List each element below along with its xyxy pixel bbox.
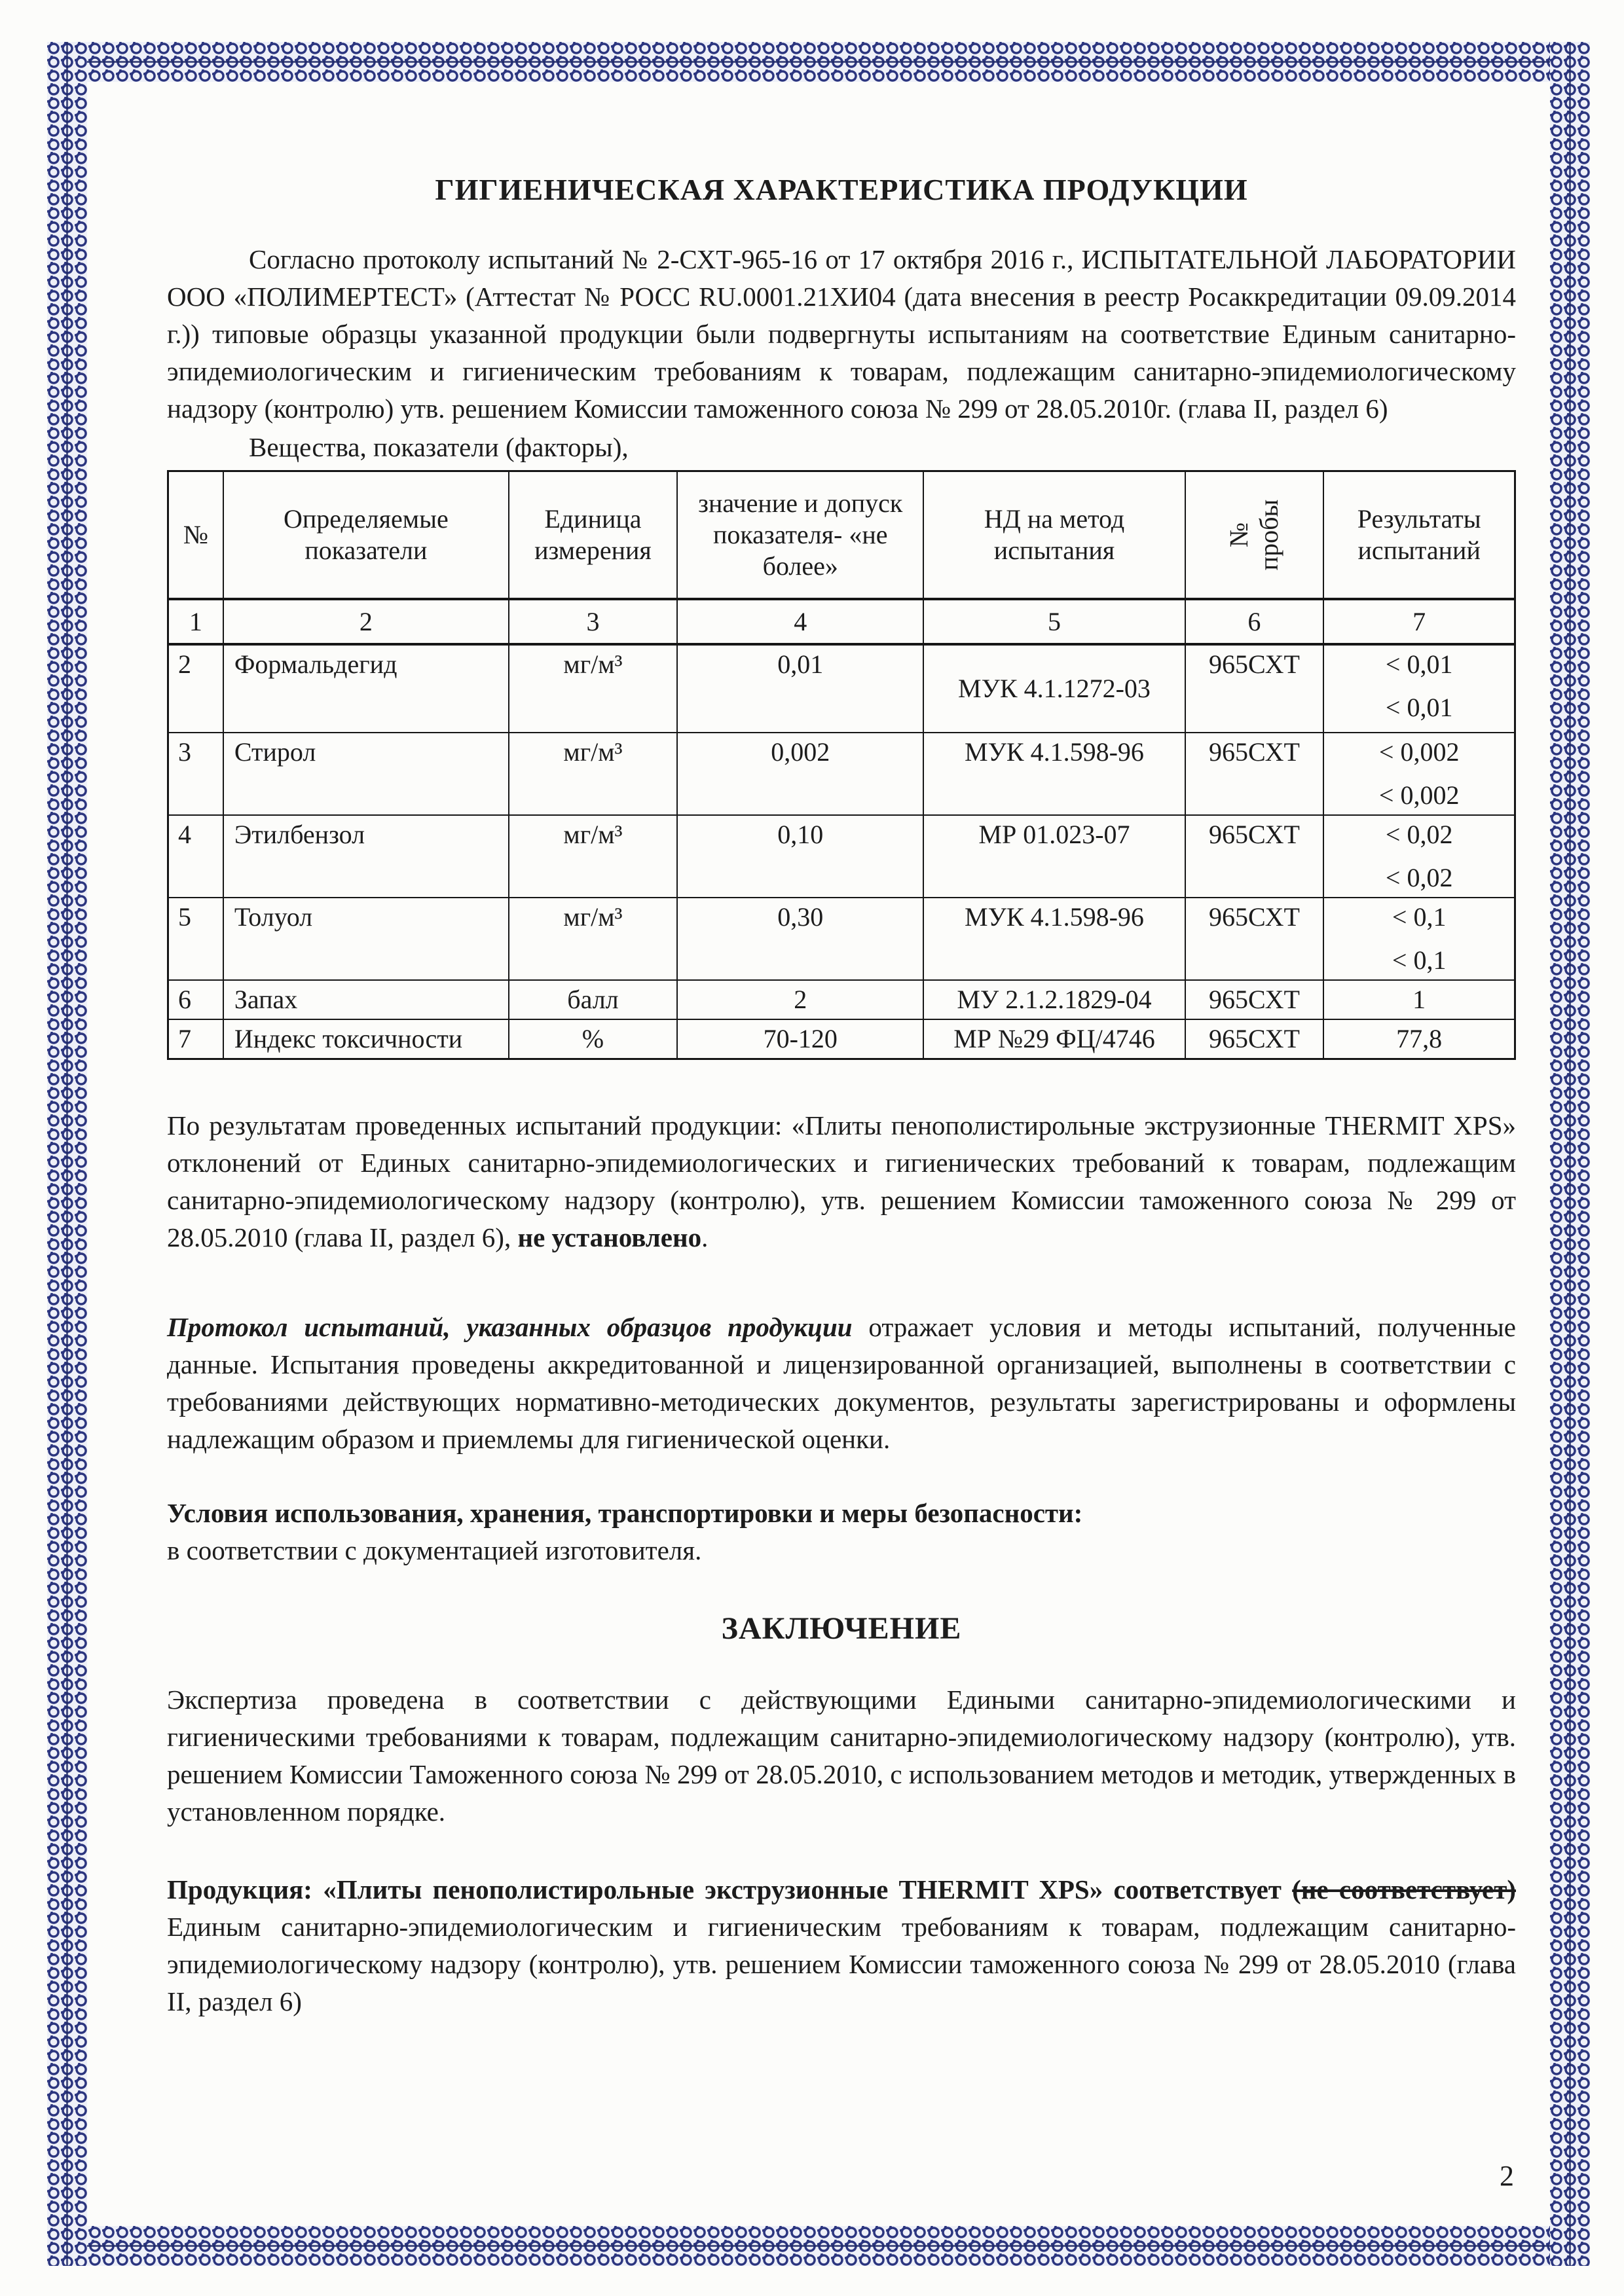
test-method: МУК 4.1.1272-03 — [923, 644, 1185, 733]
test-method: МУ 2.1.2.1829-04 — [923, 980, 1185, 1019]
col-number: 5 — [923, 599, 1185, 644]
substance-table-body — [168, 644, 1515, 1059]
product-rest-text: Единым санитарно-эпидемиологическим и гигиеническим требованиям к товарам, подлежащим санитарно-эпидемиологическому надзору (контролю), утв. решением Комиссии таможенного союза № 299 от 28.05.2010 (глава II, раздел 6) — [167, 1911, 1516, 2016]
product-bold-text: Продукция: «Плиты пенополистирольные экструзионные THERMIT XPS» соответствует — [167, 1874, 1293, 1904]
vertical-header-text: № пробы — [1224, 499, 1284, 571]
result-value — [1323, 1019, 1515, 1059]
substance-name: Стирол — [223, 733, 509, 815]
substance-name: Индекс токсичности — [223, 1019, 509, 1059]
substance-unit: мг/м³ — [509, 898, 677, 980]
substance-unit: балл — [509, 980, 677, 1019]
table-row — [168, 733, 1515, 815]
col-number: 6 — [1185, 599, 1324, 644]
col-header-num: № — [168, 471, 223, 599]
substance-limit: 0,01 — [677, 644, 923, 733]
substance-limit: 70-120 — [677, 1019, 923, 1059]
sample-number: 965СХТ — [1185, 815, 1324, 898]
col-number: 7 — [1323, 599, 1515, 644]
sample-number: 965СХТ — [1185, 1019, 1324, 1059]
table-row — [168, 898, 1515, 980]
col-header-method: НД на метод испытания — [923, 471, 1185, 599]
result-line: 1 — [1412, 984, 1426, 1014]
protocol-lead: Протокол испытаний, указанных образцов продукции — [167, 1311, 853, 1342]
column-numbers-row — [168, 599, 1515, 644]
col-header-unit: Единица измерения — [509, 471, 677, 599]
substance-unit: мг/м³ — [509, 733, 677, 815]
col-header-limit: значение и допуск показателя- «не более» — [677, 471, 923, 599]
col-header-indicators: Определяемые показатели — [223, 471, 509, 599]
product-conclusion-paragraph — [167, 1871, 1516, 2020]
substance-number: 4 — [168, 815, 223, 898]
test-method: МУК 4.1.598-96 — [923, 733, 1185, 815]
sample-number: 965СХТ — [1185, 898, 1324, 980]
guilloche-border-left — [47, 42, 87, 2266]
result-line: 77,8 — [1396, 1023, 1443, 1053]
result-value — [1323, 644, 1515, 733]
result-value — [1323, 980, 1515, 1019]
table-row — [168, 644, 1515, 733]
intro-paragraph: Согласно протоколу испытаний № 2-СХТ-965-16 от 17 октября 2016 г., ИСПЫТАТЕЛЬНОЙ ЛАБОРАТОРИИ ООО «ПОЛИМЕРТЕСТ» (Аттестат № РОСС RU.0001.21ХИ04 (дата внесения в реестр Росаккредитации 09.09.2014 г.)) типовые образцы указанной продукции были подвергнуты испытаниям на соответствие Единым санитарно-эпидемиологическим и гигиеническим требованиям к товарам, подлежащим санитарно-эпидемиологическому надзору (контролю) утв. решением Комиссии таможенного союза № 299 от 28.05.2010г. (глава II, раздел 6) — [167, 244, 1516, 424]
result-line: < 0,002 — [1378, 780, 1460, 810]
conclusion-heading: ЗАКЛЮЧЕНИЕ — [721, 1611, 962, 1646]
conditions-heading — [167, 1495, 1516, 1532]
sample-number: 965СХТ — [1185, 644, 1324, 733]
substance-number: 3 — [168, 733, 223, 815]
col-header-sample — [1185, 471, 1324, 599]
sample-number: 965СХТ — [1185, 980, 1324, 1019]
result-line: < 0,1 — [1392, 945, 1447, 975]
expertise-paragraph: Экспертиза проведена в соответствии с действующими Едиными санитарно-эпидемиологическими и гигиеническими требованиями к товарам, подлежащим санитарно-эпидемиологическому надзору (контролю), утв. решением Комиссии Таможенного союза № 299 от 28.05.2010, с использованием методов и методик, утвержденных в установленном порядке. — [167, 1684, 1516, 1827]
table-row — [168, 980, 1515, 1019]
substance-unit: % — [509, 1019, 677, 1059]
guilloche-border-bottom — [47, 2226, 1590, 2266]
substance-number: 6 — [168, 980, 223, 1019]
substance-name: Запах — [223, 980, 509, 1019]
result-value — [1323, 733, 1515, 815]
result-line: < 0,01 — [1385, 649, 1453, 679]
result-line: < 0,01 — [1385, 692, 1453, 722]
results-paragraph — [167, 1107, 1516, 1256]
result-line: < 0,002 — [1378, 737, 1460, 767]
result-line: < 0,1 — [1392, 902, 1447, 932]
table-row — [168, 815, 1515, 898]
document-content — [167, 151, 1516, 2020]
substance-limit: 0,002 — [677, 733, 923, 815]
sample-number: 965СХТ — [1185, 733, 1324, 815]
substance-number: 7 — [168, 1019, 223, 1059]
substances-table — [167, 470, 1516, 1060]
protocol-paragraph — [167, 1309, 1516, 1458]
substance-name: Толуол — [223, 898, 509, 980]
result-value — [1323, 815, 1515, 898]
results-text: По результатам проведенных испытаний продукции: «Плиты пенополистирольные экструзионные THERMIT XPS» отклонений от Единых санитарно-эпидемиологических и гигиенических требований к товарам, подлежащим санитарно-эпидемиологическому надзору (контролю), утв. решением Комиссии таможенного союза № 299 от 28.05.2010 (глава II, раздел 6), — [167, 1110, 1516, 1252]
table-row — [168, 1019, 1515, 1059]
col-number: 4 — [677, 599, 923, 644]
substance-unit: мг/м³ — [509, 644, 677, 733]
substance-number: 2 — [168, 644, 223, 733]
substance-limit: 0,30 — [677, 898, 923, 980]
substance-limit: 0,10 — [677, 815, 923, 898]
substance-name: Этилбензол — [223, 815, 509, 898]
result-line: < 0,02 — [1385, 819, 1453, 849]
result-line: < 0,02 — [1385, 862, 1453, 892]
results-bold-text: не установлено — [517, 1222, 702, 1252]
substance-unit: мг/м³ — [509, 815, 677, 898]
results-period: . — [701, 1222, 709, 1252]
test-method: МР 01.023-07 — [923, 815, 1185, 898]
table-caption: Вещества, показатели (факторы), — [249, 432, 629, 462]
protocol-body: отражает условия и методы испытаний, полученные данные. Испытания проведены аккредитованной и лицензированной организацией, выполнены в соответствии с требованиями действующих нормативно-методических документов, результаты зарегистрированы и оформлены надлежащим образом и приемлемы для гигиенической оценки. — [167, 1311, 1517, 1454]
col-number: 3 — [509, 599, 677, 644]
guilloche-border-top — [47, 42, 1590, 82]
result-value — [1323, 898, 1515, 980]
col-number: 2 — [223, 599, 509, 644]
product-struck-text: (не соответствует) — [1292, 1874, 1516, 1904]
col-number: 1 — [168, 599, 223, 644]
test-method: МУК 4.1.598-96 — [923, 898, 1185, 980]
substance-limit: 2 — [677, 980, 923, 1019]
test-method: МР №29 ФЦ/4746 — [923, 1019, 1185, 1059]
table-header-row — [168, 471, 1515, 599]
conditions-heading-text: Условия использования, хранения, транспортировки и меры безопасности: — [167, 1497, 1083, 1528]
conditions-line: в соответствии с документацией изготовителя. — [167, 1535, 702, 1565]
guilloche-border-right — [1550, 42, 1590, 2266]
substance-name: Формальдегид — [223, 644, 509, 733]
page-title: ГИГИЕНИЧЕСКАЯ ХАРАКТЕРИСТИКА ПРОДУКЦИИ — [435, 173, 1248, 206]
page-number: 2 — [1500, 2160, 1514, 2192]
substance-number: 5 — [168, 898, 223, 980]
col-header-results: Результаты испытаний — [1323, 471, 1515, 599]
